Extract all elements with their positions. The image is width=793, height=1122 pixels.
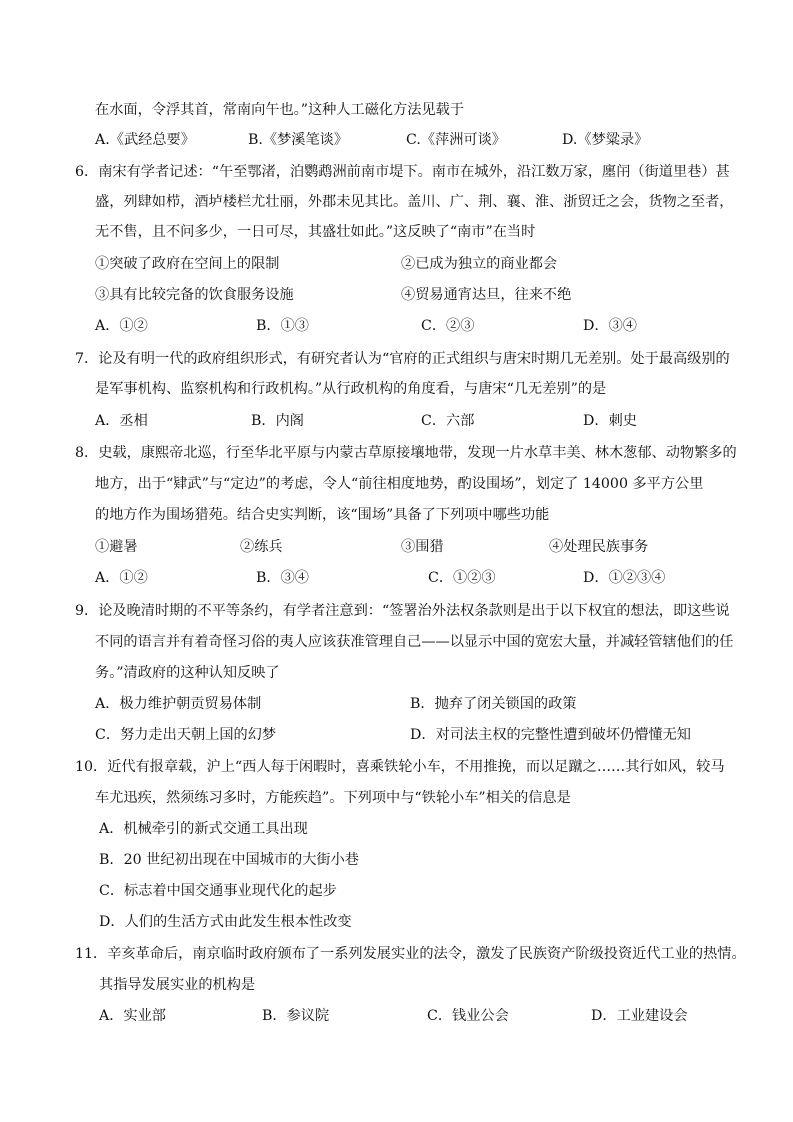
q11-option-b: B．参议院	[262, 1008, 330, 1024]
q6-option-d: D．③④	[583, 318, 637, 334]
q7-option-d: D．刺史	[583, 413, 637, 429]
q10-option-d: D．人们的生活方式由此发生根本性改变	[99, 914, 352, 930]
q5-option-d: D.《梦粱录》	[562, 132, 649, 148]
q9-stem-line-2: 不同的语言并有着奇怪习俗的夷人应该获准管理自己——以显示中国的宽宏大量，并减轻管辖他们的任	[95, 634, 734, 650]
q11-stem-line-1: 11．辛亥革命后，南京临时政府颁布了一系列发展实业的法令，激发了民族资产阶级投资近代工业的热情。	[75, 946, 746, 962]
q9-option-d: D．对司法主权的完整性遭到破坏仍懵懂无知	[410, 727, 691, 743]
q8-statement-2: ②练兵	[240, 539, 283, 555]
q8-statement-3: ③围猎	[401, 539, 444, 555]
q10-option-c: C．标志着中国交通事业现代化的起步	[99, 883, 337, 899]
q9-stem-line-3: 务。”清政府的这种认知反映了	[95, 665, 280, 681]
q8-statement-4: ④处理民族事务	[549, 539, 649, 555]
q5-option-c: C.《萍洲可谈》	[406, 132, 506, 148]
q5-option-a: A.《武经总要》	[95, 132, 195, 148]
q6-statement-3: ③具有比较完备的饮食服务设施	[95, 287, 294, 303]
q8-stem-line-3: 的地方作为围场猎苑。结合史实判断，该“围场”具备了下列项中哪些功能	[95, 507, 550, 523]
q6-option-c: C．②③	[421, 318, 475, 334]
q6-statement-4: ④贸易通宵达旦，往来不绝	[401, 287, 572, 303]
q8-option-c: C．①②③	[428, 570, 496, 586]
q5-option-b: B.《梦溪笔谈》	[248, 132, 349, 148]
q10-stem-line-2: 车尤迅疾，然须练习多时，方能疾趋”。下列项中与“铁轮小车”相关的信息是	[95, 790, 571, 806]
q7-stem-line-1: 7．论及有明一代的政府组织形式，有研究者认为“官府的正式组织与唐宋时期几无差别。处于最高级别的	[75, 351, 730, 367]
q8-statement-1: ①避暑	[95, 539, 138, 555]
q10-option-b: B．20 世纪初出现在中国城市的大街小巷	[99, 852, 359, 868]
q6-stem-line-1: 6．南宋有学者记述：“午至鄂渚，泊鹦鹉洲前南市堤下。南市在城外，沿江数万家，廛闬（街道里巷）甚	[75, 164, 730, 180]
q7-option-b: B．内阁	[251, 413, 304, 429]
q7-stem-line-2: 是军事机构、监察机构和行政机构。”从行政机构的角度看，与唐宋“几无差别”的是	[95, 381, 607, 397]
q9-option-a: A．极力维护朝贡贸易体制	[95, 696, 262, 712]
q8-stem-line-2: 地方，出于“肄武”与“定边”的考虑，令人“前往相度地势，酌设围场”，划定了 14000 多平方公里	[95, 476, 704, 492]
q6-stem-line-2: 盛，列肆如栉，酒垆楼栏尤壮丽，外郡未见其比。盖川、广、荆、襄、淮、浙贸迁之会，货物之至者，	[95, 194, 734, 210]
q11-option-a: A．实业部	[99, 1008, 166, 1024]
q10-stem-line-1: 10．近代有报章载，沪上“西人每于闲暇时，喜乘铁轮小车，不用推挽，而以足蹴之……其行如风，较马	[75, 759, 725, 775]
q6-option-a: A．①②	[95, 318, 148, 334]
q6-option-b: B．①③	[256, 318, 309, 334]
q5-stem: 在水面，令浮其首，常南向午也。”这种人工磁化方法见载于	[95, 102, 465, 118]
q8-option-b: B．③④	[256, 570, 309, 586]
q9-option-c: C．努力走出天朝上国的幻梦	[95, 727, 277, 743]
q9-option-b: B．抛弃了闭关锁国的政策	[410, 696, 577, 712]
q8-option-d: D．①②③④	[583, 570, 666, 586]
q7-option-c: C．六部	[421, 413, 475, 429]
q10-option-a: A．机械牵引的新式交通工具出现	[99, 821, 308, 837]
q6-statement-2: ②已成为独立的商业都会	[401, 256, 558, 272]
q7-option-a: A．丞相	[95, 413, 148, 429]
q8-option-a: A．①②	[95, 570, 148, 586]
q11-option-c: C．钱业公会	[427, 1008, 509, 1024]
q11-option-d: D．工业建设会	[591, 1008, 688, 1024]
q9-stem-line-1: 9．论及晚清时期的不平等条约，有学者注意到：“签署治外法权条款则是出于以下权宜的想法，即这些说	[75, 603, 730, 619]
q8-stem-line-1: 8．史载，康熙帝北巡，行至华北平原与内蒙古草原接壤地带，发现一片水草丰美、林木葱郁、动物繁多的	[75, 445, 737, 461]
q11-stem-line-2: 其指导发展实业的机构是	[99, 977, 256, 993]
q6-stem-line-3: 无不售，且不问多少，一日可尽，其盛壮如此。”这反映了“南市”在当时	[95, 224, 536, 240]
q6-statement-1: ①突破了政府在空间上的限制	[95, 256, 280, 272]
